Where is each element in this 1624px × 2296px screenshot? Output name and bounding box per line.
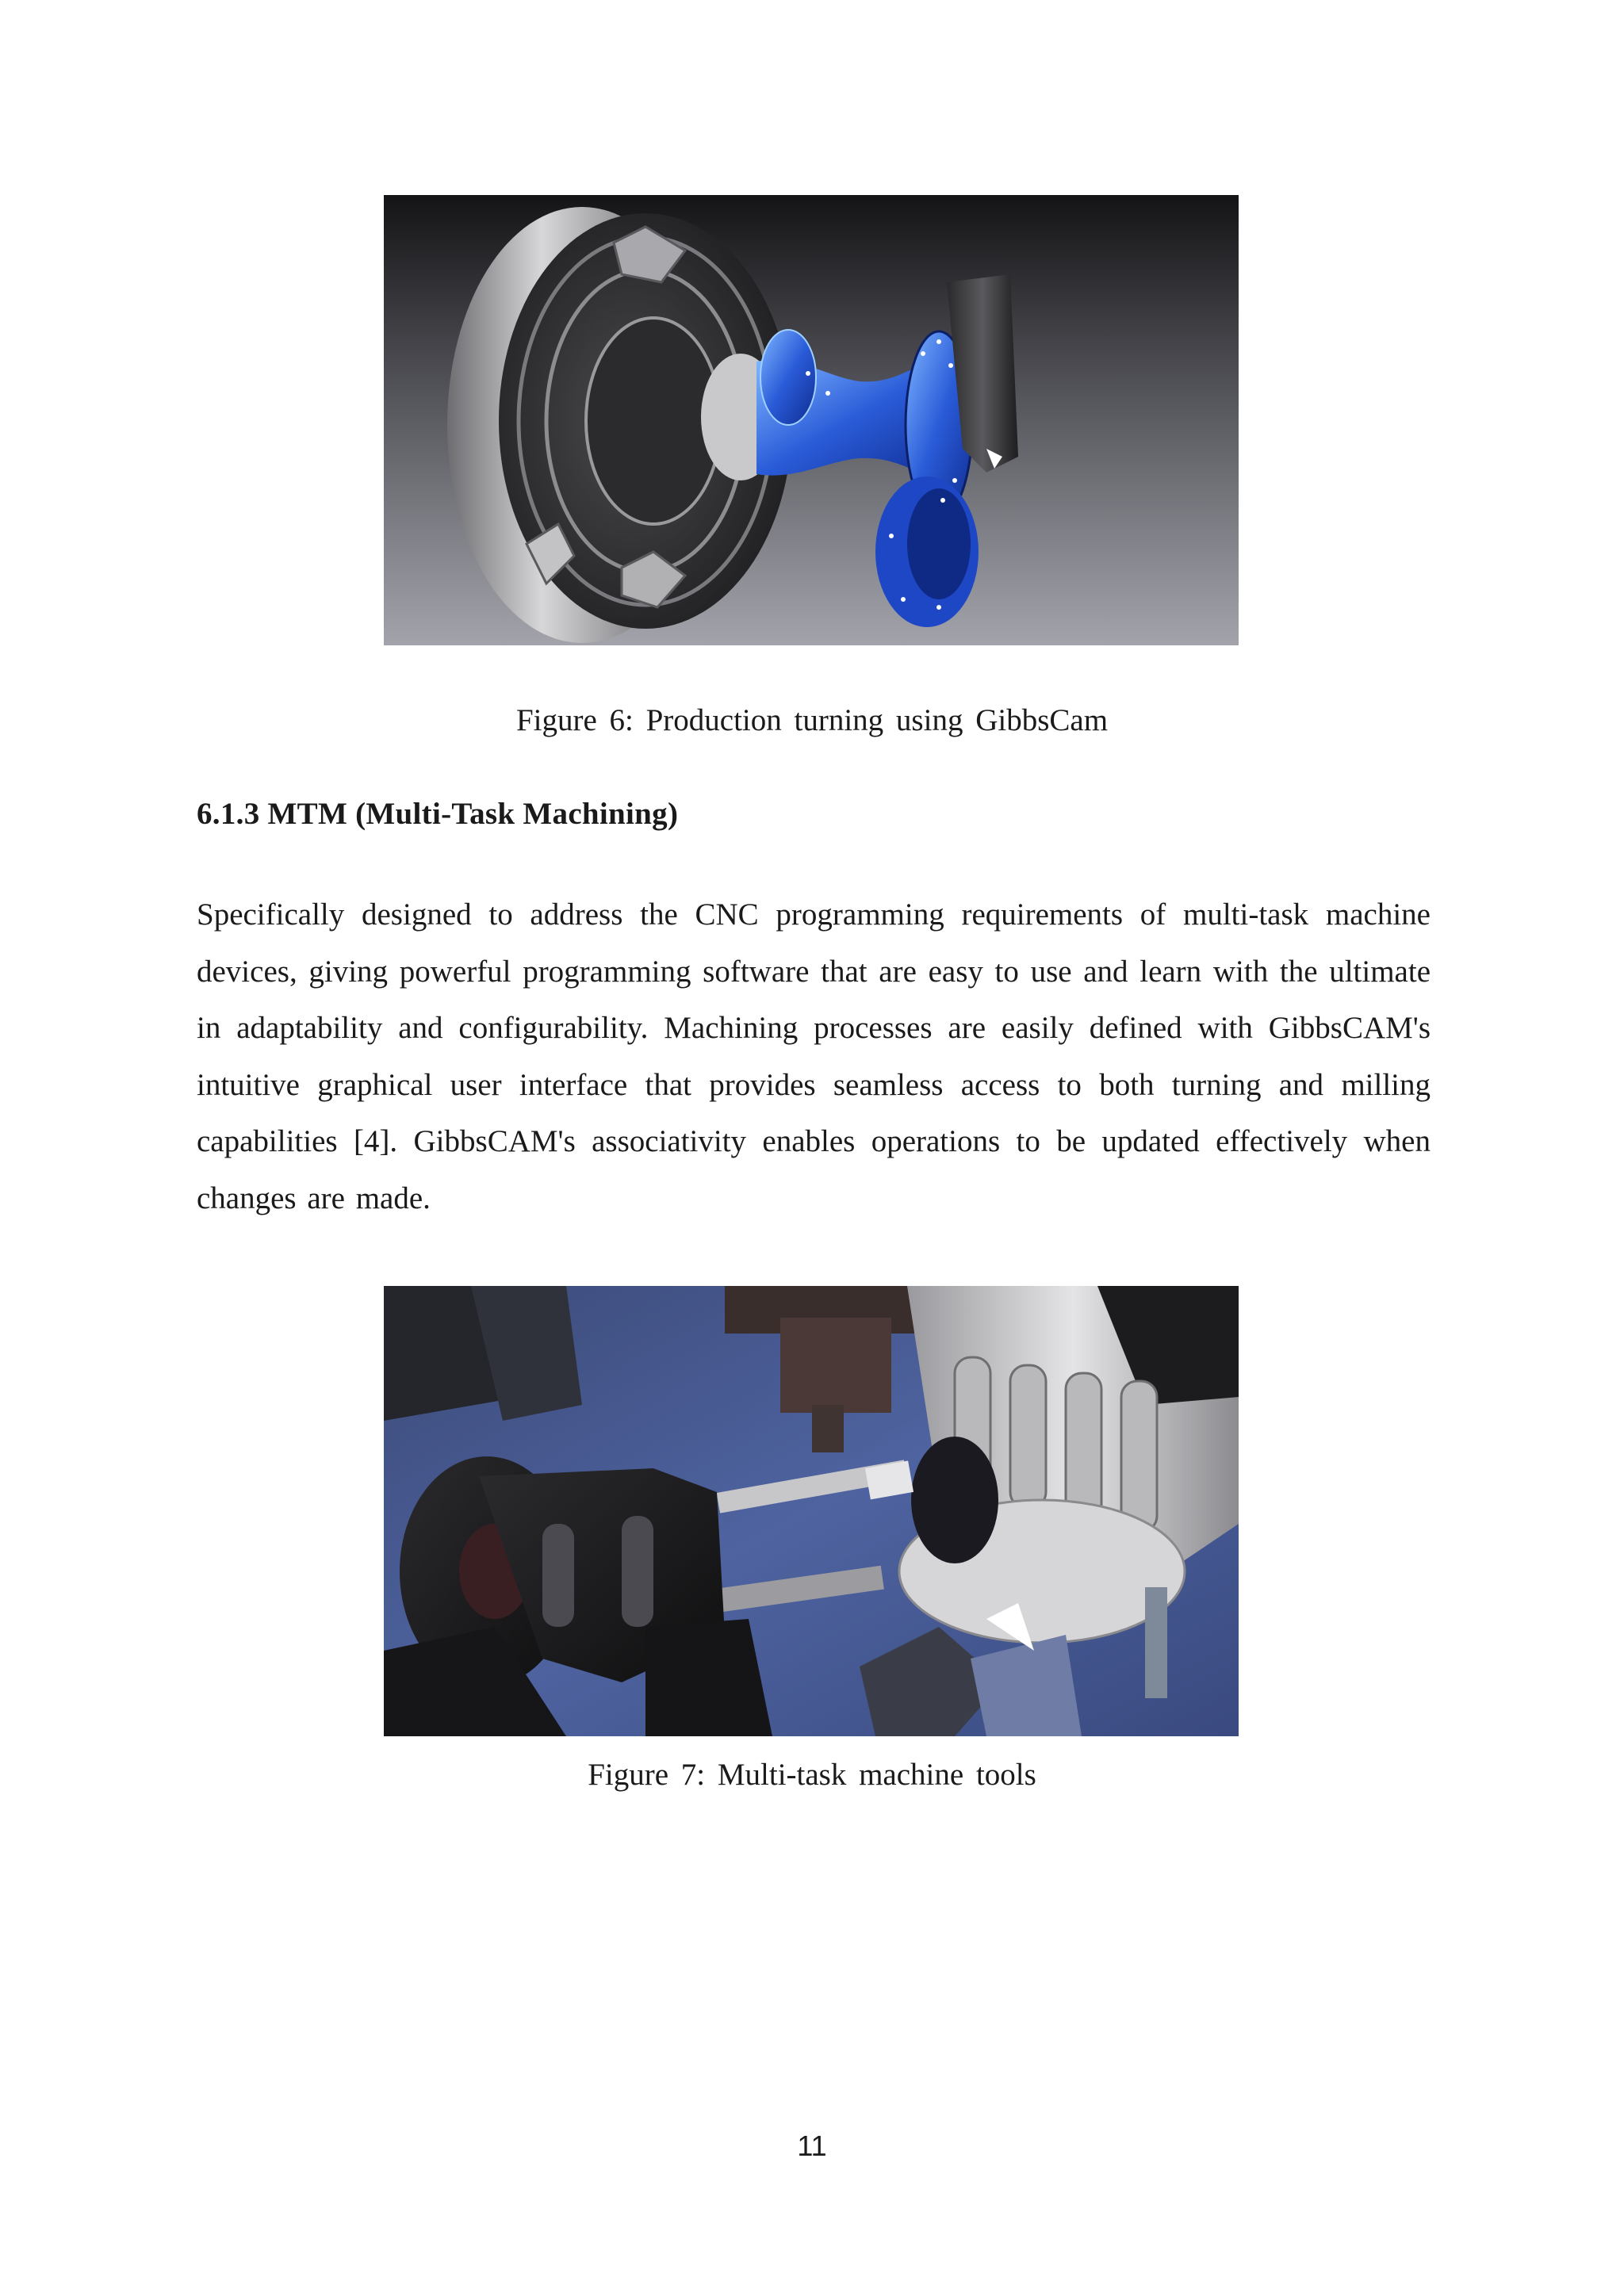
figure-7-image — [384, 1286, 1239, 1736]
section-heading: 6.1.3 MTM (Multi-Task Machining) — [197, 797, 679, 831]
figure-6-image — [384, 195, 1239, 645]
body-paragraph: Specifically designed to address the CNC programming requirements of multi-task machine devices, giving powerful programming software that are easy to use and learn with the ultimate in adaptability and configurability. Machining processes are easily defined with GibbsCAM's intuitive graphical user interface that provides seamless access to both turning and milling capabilities [4]. GibbsCAM's associativity enables operations to be updated effectively when changes are made. — [197, 897, 1431, 1215]
page-number: 11 — [797, 2130, 827, 2162]
figure-6-caption: Figure 6: Production turning using GibbsCam — [515, 703, 1109, 737]
multi-task-machine-illustration — [384, 1286, 1239, 1736]
figure-7-caption: Figure 7: Multi-task machine tools — [588, 1758, 1036, 1792]
lathe-chuck-illustration — [384, 195, 1239, 645]
